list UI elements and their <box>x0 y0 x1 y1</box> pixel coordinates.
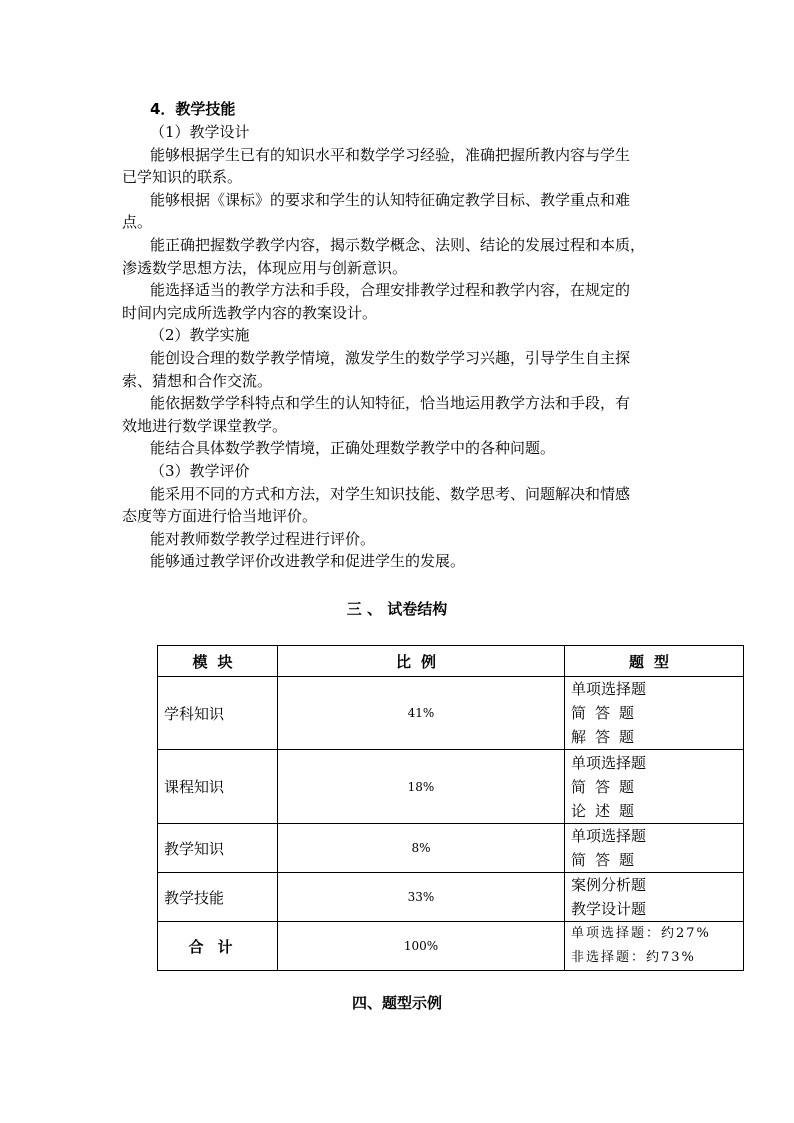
ratio-cell: 33% <box>278 873 565 922</box>
types-cell <box>565 750 744 824</box>
type-item: 论述题 <box>571 801 644 820</box>
total-ratio-cell: 100% <box>278 922 565 971</box>
paragraph-line: 态度等方面进行恰当地评价。 <box>122 507 318 525</box>
module-cell: 教学知识 <box>158 824 278 873</box>
paragraph-line: 能结合具体数学教学情境，正确处理数学教学中的各种问题。 <box>150 439 556 457</box>
total-types-cell <box>565 922 744 971</box>
paragraph-line: 效地进行数学课堂教学。 <box>122 417 288 435</box>
total-label-cell: 合计 <box>158 922 278 971</box>
paragraph-line: 渗透数学思想方法，体现应用与创新意识。 <box>122 259 408 277</box>
types-cell <box>565 824 744 873</box>
ratio-cell: 41% <box>278 677 565 750</box>
paragraph-line: 能采用不同的方式和方法，对学生知识技能、数学思考、问题解决和情感 <box>150 485 631 503</box>
paragraph-line: 点。 <box>122 213 153 231</box>
table-header-row <box>158 646 744 677</box>
type-item: 非选择题：约73% <box>571 950 696 965</box>
type-item: 解答题 <box>571 728 644 746</box>
type-item: 单项选择题 <box>571 827 647 845</box>
table-total-row <box>158 922 744 971</box>
table-row <box>158 677 744 750</box>
type-item: 简答题 <box>571 704 644 722</box>
type-item: 单项选择题：约27% <box>571 926 711 941</box>
module-cell: 课程知识 <box>158 750 278 824</box>
paragraph-line: 时间内完成所选教学内容的教案设计。 <box>122 304 378 322</box>
types-cell <box>565 873 744 922</box>
section-title-question-examples: 四、题型示例 <box>351 994 442 1012</box>
subheading-teaching-evaluation: （3）教学评价 <box>150 462 250 480</box>
paragraph-line: 能够根据学生已有的知识水平和数学学习经验，准确把握所教内容与学生 <box>150 146 631 164</box>
table-row <box>158 750 744 824</box>
paragraph-line: 已学知识的联系。 <box>122 168 243 186</box>
paragraph-line: 索、猜想和合作交流。 <box>122 372 273 390</box>
header-question-type: 题型 <box>565 646 744 677</box>
type-item: 简答题 <box>571 851 644 869</box>
table-row <box>158 873 744 922</box>
paragraph-line: 能选择适当的教学方法和手段，合理安排教学过程和教学内容，在规定的 <box>150 281 631 299</box>
type-item: 案例分析题 <box>571 876 647 894</box>
types-cell <box>565 677 744 750</box>
paper-structure-table <box>157 645 744 971</box>
paragraph-line: 能够根据《课标》的要求和学生的认知特征确定教学目标、教学重点和难 <box>150 191 631 209</box>
paragraph-line: 能对教师数学教学过程进行评价。 <box>150 530 376 548</box>
paragraph-line: 能正确把握数学教学内容，揭示数学概念、法则、结论的发展过程和本质， <box>150 236 646 254</box>
subheading-teaching-implementation: （2）教学实施 <box>150 326 250 344</box>
header-module: 模块 <box>158 646 278 677</box>
subheading-teaching-design: （1）教学设计 <box>150 123 250 141</box>
paragraph-line: 能创设合理的数学教学情境，激发学生的数学学习兴趣，引导学生自主探 <box>150 349 631 367</box>
type-item: 单项选择题 <box>571 753 647 772</box>
section-heading-teaching-skills: 4．教学技能 <box>150 100 236 118</box>
section-title-paper-structure: 三 、 试卷结构 <box>346 600 448 618</box>
paragraph-line: 能够通过教学评价改进教学和促进学生的发展。 <box>150 552 466 570</box>
header-ratio: 比例 <box>278 646 565 677</box>
type-item: 简答题 <box>571 777 644 796</box>
type-item: 单项选择题 <box>571 680 647 698</box>
ratio-cell: 18% <box>278 750 565 824</box>
table-row <box>158 824 744 873</box>
paragraph-line: 能依据数学学科特点和学生的认知特征，恰当地运用教学方法和手段，有 <box>150 394 631 412</box>
ratio-cell: 8% <box>278 824 565 873</box>
module-cell: 学科知识 <box>158 677 278 750</box>
type-item: 教学设计题 <box>571 900 647 918</box>
module-cell: 教学技能 <box>158 873 278 922</box>
